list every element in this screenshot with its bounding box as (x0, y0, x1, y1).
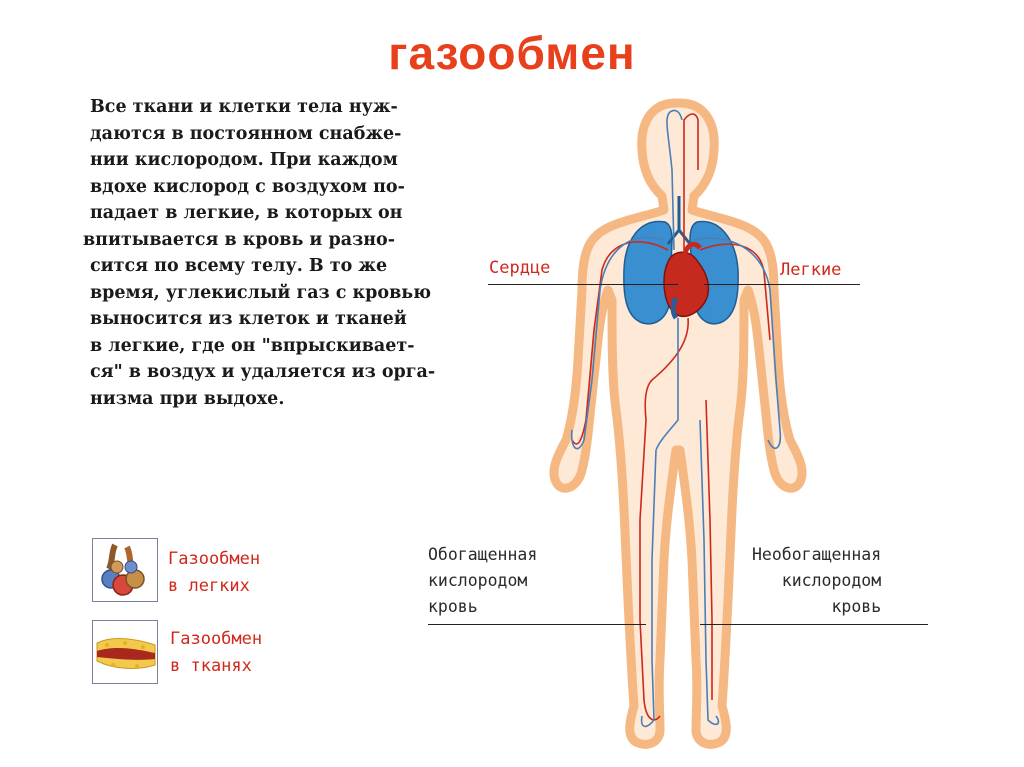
oxygenated-leader-line (428, 624, 646, 625)
text-line: время, углекислый газ с кровью (90, 282, 432, 303)
text-line: низма при выдохе. (90, 388, 285, 409)
page-title: газообмен (388, 27, 636, 79)
tissue-capillary-icon (93, 621, 158, 684)
text-line: падает в легкие, в которых он (90, 203, 403, 223)
lung-gas-exchange-thumbnail[interactable] (92, 538, 158, 602)
text-line: в легкие, где он "впрыскивает- (90, 335, 415, 356)
lungs-leader-line (704, 284, 860, 285)
legend-line: Газообмен (170, 629, 263, 649)
legend-line: Газообмен (168, 549, 261, 569)
lungs-label: Легкие (780, 260, 842, 280)
label-line: кислородом (781, 571, 882, 590)
vena-cava (673, 298, 676, 318)
text-line: вдохе кислород с воздухом по- (90, 176, 405, 197)
deoxygenated-leader-line (700, 624, 928, 625)
text-line: выносится из клеток и тканей (90, 309, 407, 329)
label-line: Необогащенная (752, 545, 882, 564)
deoxygenated-blood-label (752, 542, 881, 620)
oxygenated-blood-label (428, 542, 537, 620)
lung-gas-exchange-label (168, 546, 260, 600)
text-line: даются в постоянном снабже- (90, 123, 402, 144)
legend-line: в легких (168, 576, 250, 596)
heart-leader-line (488, 284, 678, 285)
text-line: Все ткани и клетки тела нуж- (90, 97, 398, 117)
tissue-gas-exchange-thumbnail[interactable] (92, 620, 158, 684)
text-line: нии кислородом. При каждом (90, 150, 398, 170)
text-line: впитывается в кровь и разно- (83, 229, 395, 250)
label-line: кровь (428, 597, 478, 616)
label-line: кислородом (428, 571, 528, 590)
heart-label: Сердце (489, 258, 551, 278)
text-line: ся" в воздух и удаляется из орга- (90, 362, 436, 382)
label-line: Обогащенная (428, 545, 538, 564)
label-line: кровь (831, 597, 882, 616)
tissue-gas-exchange-label (170, 626, 262, 680)
lung-alveoli-icon (93, 539, 158, 602)
text-line: сится по всему телу. В то же (90, 256, 388, 276)
legend-line: в тканях (170, 656, 252, 676)
